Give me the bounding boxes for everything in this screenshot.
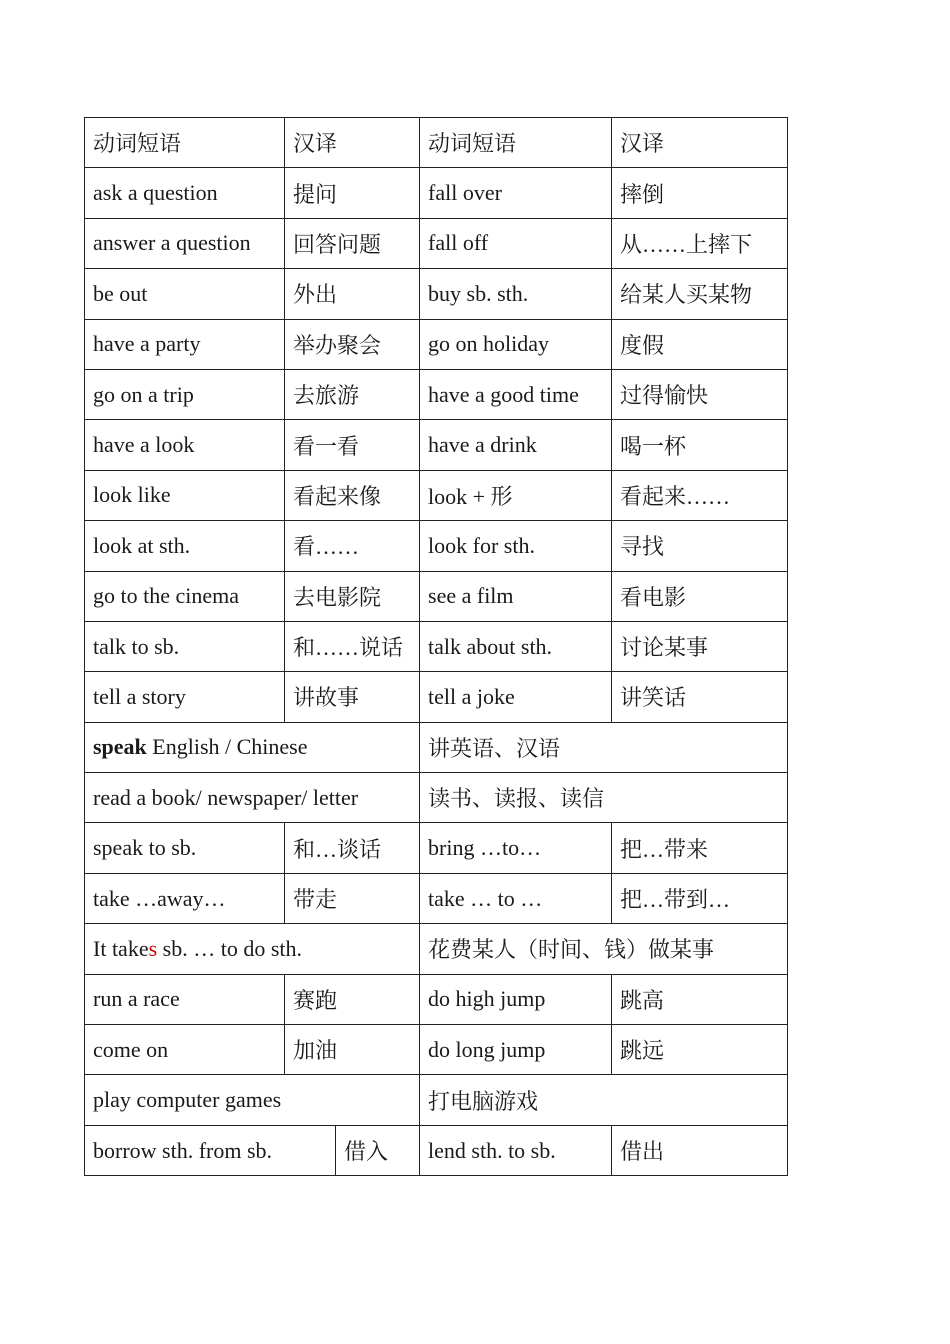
translation-cell: 举办聚会 [285, 319, 420, 369]
translation-cell: 去电影院 [285, 571, 420, 621]
translation-cell: 讨论某事 [612, 621, 788, 671]
phrase-cell: read a book/ newspaper/ letter [85, 773, 420, 823]
translation-cell: 提问 [285, 168, 420, 218]
table-row [85, 470, 788, 520]
translation-cell: 度假 [612, 319, 788, 369]
phrase-cell: ask a question [85, 168, 285, 218]
header-cell: 汉译 [612, 118, 788, 168]
translation-cell: 和……说话 [285, 621, 420, 671]
translation-cell: 回答问题 [285, 218, 420, 268]
phrase-cell: be out [85, 269, 285, 319]
translation-cell: 打电脑游戏 [420, 1075, 788, 1125]
translation-cell: 和…谈话 [285, 823, 420, 873]
phrase-cell: look at sth. [85, 521, 285, 571]
phrase-cell: tell a joke [420, 672, 612, 722]
phrase-cell: lend sth. to sb. [420, 1125, 612, 1175]
translation-cell: 给某人买某物 [612, 269, 788, 319]
translation-cell: 借入 [336, 1125, 420, 1175]
highlight-s: s [148, 935, 158, 961]
translation-cell: 加油 [285, 1025, 420, 1075]
phrase-cell: buy sb. sth. [420, 269, 612, 319]
translation-cell: 读书、读报、读信 [420, 773, 788, 823]
table-row [85, 672, 788, 722]
translation-cell: 看起来像 [285, 470, 420, 520]
phrase-cell: have a party [85, 319, 285, 369]
table-row [85, 218, 788, 268]
table-row [85, 420, 788, 470]
translation-cell: 把…带到… [612, 873, 788, 923]
translation-cell: 讲故事 [285, 672, 420, 722]
phrase-cell: have a drink [420, 420, 612, 470]
table-row [85, 168, 788, 218]
translation-cell: 花费某人（时间、钱）做某事 [420, 924, 788, 974]
translation-cell: 把…带来 [612, 823, 788, 873]
table-row [85, 269, 788, 319]
translation-cell: 去旅游 [285, 369, 420, 419]
table-row [85, 974, 788, 1024]
translation-cell: 从……上摔下 [612, 218, 788, 268]
phrase-cell: talk to sb. [85, 621, 285, 671]
phrase-cell: run a race [85, 974, 285, 1024]
table-row [85, 873, 788, 923]
translation-cell: 寻找 [612, 521, 788, 571]
table-row [85, 1125, 788, 1175]
phrase-cell: talk about sth. [420, 621, 612, 671]
table-row [85, 319, 788, 369]
bold-verb: speak [93, 734, 147, 760]
phrase-cell: look + 形 [420, 470, 612, 520]
phrase-cell: have a good time [420, 369, 612, 419]
phrase-cell: play computer games [85, 1075, 420, 1125]
phrase-cell [85, 722, 420, 772]
translation-cell: 带走 [285, 873, 420, 923]
translation-cell: 看起来…… [612, 470, 788, 520]
table-row [85, 571, 788, 621]
translation-cell: 借出 [612, 1125, 788, 1175]
phrase-rest: English / Chinese [146, 734, 308, 760]
phrase-cell: do high jump [420, 974, 612, 1024]
phrase-cell: go on holiday [420, 319, 612, 369]
table-row [85, 369, 788, 419]
header-row [85, 118, 788, 168]
translation-cell: 看…… [285, 521, 420, 571]
header-cell: 动词短语 [420, 118, 612, 168]
phrase-part: It take [93, 935, 149, 961]
table-row [85, 1075, 788, 1125]
phrase-cell [85, 924, 420, 974]
phrase-cell: look like [85, 470, 285, 520]
header-cell: 汉译 [285, 118, 420, 168]
phrase-cell: have a look [85, 420, 285, 470]
phrase-cell: bring …to… [420, 823, 612, 873]
phrase-cell: tell a story [85, 672, 285, 722]
table-row [85, 823, 788, 873]
translation-cell: 讲英语、汉语 [420, 722, 788, 772]
table-row [85, 521, 788, 571]
phrase-cell: answer a question [85, 218, 285, 268]
header-cell: 动词短语 [85, 118, 285, 168]
vocab-table [84, 117, 788, 1176]
translation-cell: 过得愉快 [612, 369, 788, 419]
phrase-cell: go to the cinema [85, 571, 285, 621]
table-row [85, 773, 788, 823]
translation-cell: 喝一杯 [612, 420, 788, 470]
translation-cell: 赛跑 [285, 974, 420, 1024]
translation-cell: 讲笑话 [612, 672, 788, 722]
table-row [85, 621, 788, 671]
table-row [85, 1025, 788, 1075]
translation-cell: 跳高 [612, 974, 788, 1024]
phrase-cell: go on a trip [85, 369, 285, 419]
translation-cell: 摔倒 [612, 168, 788, 218]
phrase-cell: do long jump [420, 1025, 612, 1075]
phrase-cell: fall off [420, 218, 612, 268]
phrase-cell: take …away… [85, 873, 285, 923]
phrase-cell: fall over [420, 168, 612, 218]
translation-cell: 外出 [285, 269, 420, 319]
table-row [85, 722, 788, 772]
translation-cell: 看一看 [285, 420, 420, 470]
phrase-cell: speak to sb. [85, 823, 285, 873]
phrase-cell: see a film [420, 571, 612, 621]
phrase-cell: look for sth. [420, 521, 612, 571]
table-row [85, 924, 788, 974]
translation-cell: 看电影 [612, 571, 788, 621]
phrase-part: sb. … to do sth. [157, 935, 303, 961]
phrase-cell: borrow sth. from sb. [85, 1125, 336, 1175]
phrase-cell: come on [85, 1025, 285, 1075]
phrase-cell: take … to … [420, 873, 612, 923]
translation-cell: 跳远 [612, 1025, 788, 1075]
